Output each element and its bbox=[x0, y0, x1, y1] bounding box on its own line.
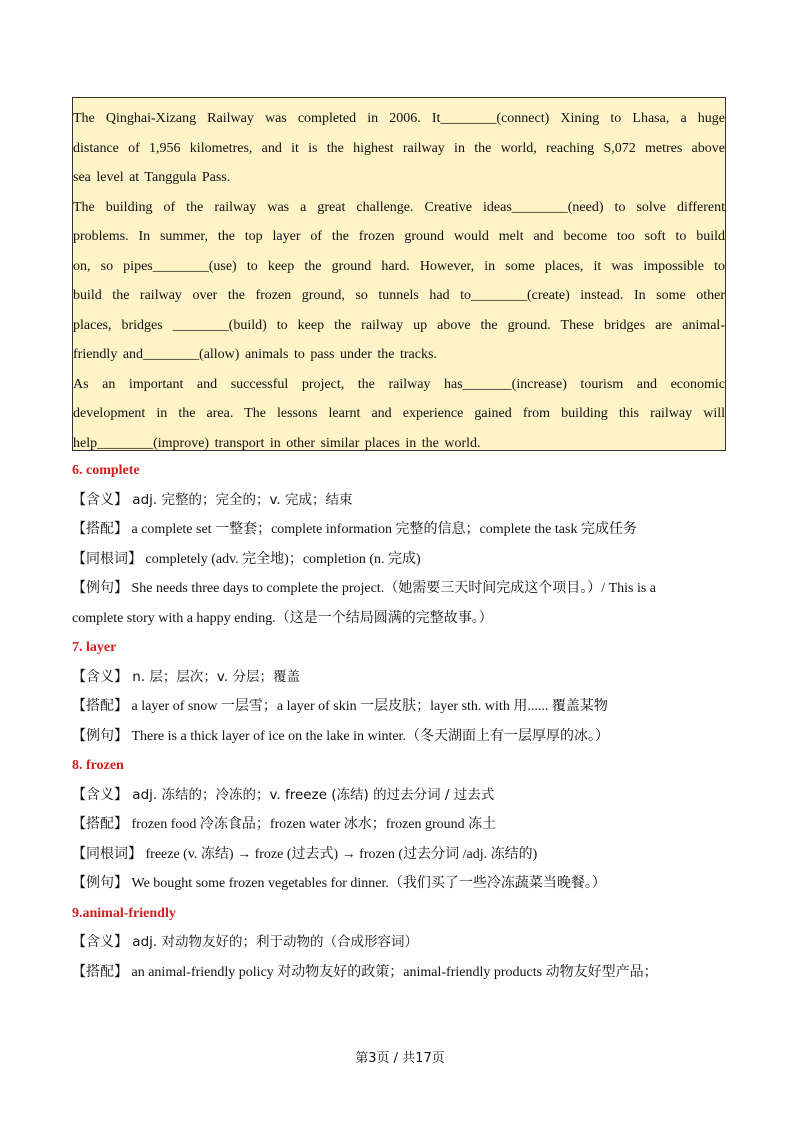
vocab-row bbox=[72, 810, 732, 840]
example-text-continued: complete story with a happy ending.（这是一个结局圆满的完整故事。） bbox=[72, 610, 493, 626]
vocab-row bbox=[72, 781, 732, 811]
example-tag: 【例句】 bbox=[72, 727, 128, 744]
collocation-text: frozen food 冷冻食品；frozen water 冰水；frozen ground 冻土 bbox=[128, 817, 497, 832]
cognate-tag: 【同根词】 bbox=[72, 845, 142, 862]
cognate-tag: 【同根词】 bbox=[72, 550, 142, 567]
vocab-heading-complete: 6. complete bbox=[72, 463, 140, 478]
passage-line-9: friendly and________(allow) animals to pass under the tracks. bbox=[73, 347, 437, 362]
passage-line-12: help________(improve) transport in other similar places in the world. bbox=[73, 435, 481, 451]
vocabulary-notes bbox=[72, 456, 732, 987]
collocation-tag: 【搭配】 bbox=[72, 698, 128, 714]
collocation-text: a complete set 一整套；complete information 完整的信息；complete the task 完成任务 bbox=[128, 522, 637, 537]
vocab-row bbox=[72, 692, 732, 722]
collocation-tag: 【搭配】 bbox=[72, 963, 128, 980]
meaning-tag: 【含义】 bbox=[72, 491, 128, 508]
collocation-tag: 【搭配】 bbox=[72, 521, 128, 537]
cognate-text: completely (adv. 完全地)；completion (n. 完成) bbox=[142, 551, 421, 567]
example-tag: 【例句】 bbox=[72, 875, 128, 891]
vocab-row bbox=[72, 869, 732, 899]
page-number: 第3页 / 共17页 bbox=[355, 1051, 445, 1066]
passage-line-8: places, bridges ________(build) to keep the railway up above the ground. These bridges are animal- bbox=[73, 317, 725, 333]
vocab-row bbox=[72, 604, 732, 634]
meaning-tag: 【含义】 bbox=[72, 786, 128, 803]
passage-line-1: The Qinghai-Xizang Railway was completed in 2006. It________(connect) Xining to Lhasa, a huge bbox=[73, 111, 725, 126]
vocab-heading-animal-friendly: 9.animal-friendly bbox=[72, 905, 176, 921]
vocab-row bbox=[72, 515, 732, 545]
passage-line-5: problems. In summer, the top layer of the frozen ground would melt and become too soft to build bbox=[73, 229, 725, 244]
meaning-text: n. 层；层次；v. 分层；覆盖 bbox=[128, 668, 300, 685]
vocab-row bbox=[72, 574, 732, 604]
example-tag: 【例句】 bbox=[72, 580, 128, 596]
vocab-heading-layer: 7. layer bbox=[72, 640, 117, 655]
vocab-row bbox=[72, 840, 732, 870]
passage-line-11: development in the area. The lessons learnt and experience gained from building this railway will bbox=[73, 406, 725, 421]
collocation-tag: 【搭配】 bbox=[72, 816, 128, 832]
passage-line-7: build the railway over the frozen ground, so tunnels had to________(create) instead. In some other bbox=[73, 288, 725, 303]
collocation-text: a layer of snow 一层雪；a layer of skin 一层皮肤；layer sth. with 用...... 覆盖某物 bbox=[128, 699, 608, 714]
meaning-text: adj. 对动物友好的；利于动物的（合成形容词） bbox=[128, 934, 418, 950]
vocab-row bbox=[72, 722, 732, 752]
vocab-row bbox=[72, 928, 732, 958]
vocab-row bbox=[72, 545, 732, 575]
meaning-text: adj. 冻结的；冷冻的；v. freeze (冻结) 的过去分词 / 过去式 bbox=[128, 786, 495, 803]
passage-line-4: The building of the railway was a great challenge. Creative ideas________(need) to solve different bbox=[73, 199, 725, 215]
collocation-text: an animal-friendly policy 对动物友好的政策；animal-friendly products 动物友好型产品； bbox=[128, 964, 658, 980]
cognate-text: freeze (v. 冻结) → froze (过去式) → frozen (过去分词 /adj. 冻结的) bbox=[142, 846, 538, 862]
vocab-row bbox=[72, 486, 732, 516]
vocab-row bbox=[72, 663, 732, 693]
meaning-tag: 【含义】 bbox=[72, 934, 128, 950]
meaning-tag: 【含义】 bbox=[72, 668, 128, 685]
passage-line-6: on, so pipes________(use) to keep the ground hard. However, in some places, it was impossible to bbox=[73, 258, 725, 274]
meaning-text: adj. 完整的；完全的；v. 完成；结束 bbox=[128, 491, 353, 508]
example-text: We bought some frozen vegetables for dinner.（我们买了一些冷冻蔬菜当晚餐。） bbox=[128, 876, 606, 891]
example-text: There is a thick layer of ice on the lake in winter.（冬天湖面上有一层厚厚的冰。） bbox=[128, 728, 609, 744]
passage-line-3: sea level at Tanggula Pass. bbox=[73, 170, 231, 185]
passage-line-10: As an important and successful project, the railway has_______(increase) tourism and economic bbox=[73, 376, 725, 392]
passage-box bbox=[72, 97, 726, 451]
passage-line-2: distance of 1,956 kilometres, and it is the highest railway in the world, reaching S,072 metres above bbox=[73, 140, 725, 156]
vocab-row bbox=[72, 958, 732, 988]
example-text: She needs three days to complete the project.（她需要三天时间完成这个项目。）/ This is a bbox=[128, 581, 657, 596]
vocab-heading-frozen: 8. frozen bbox=[72, 758, 124, 773]
